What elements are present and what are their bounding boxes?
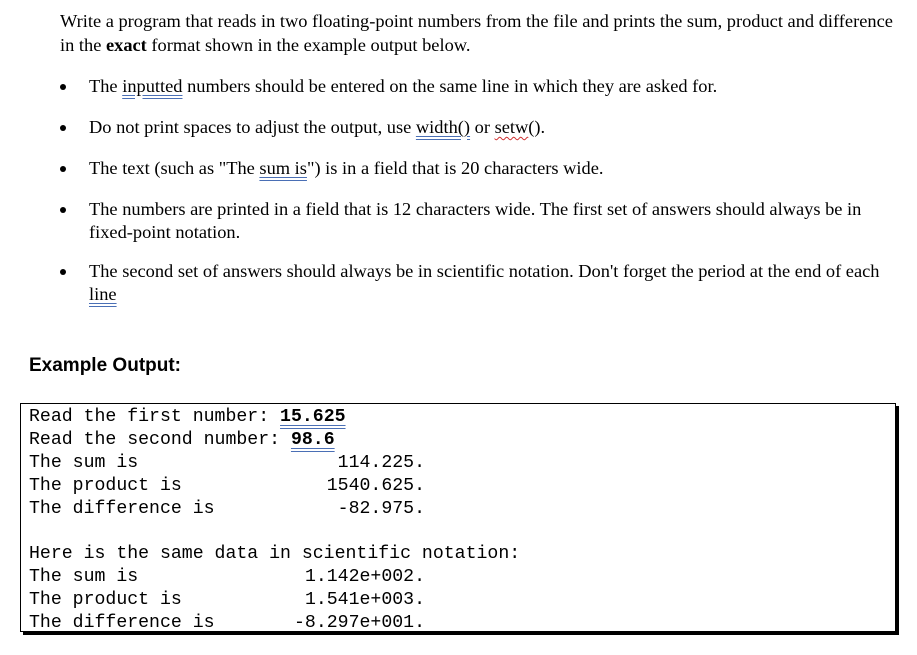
scientific-heading: Here is the same data in scientific notation: — [29, 544, 521, 564]
bullet-text: The second set of answers should always be in scientific notation. Don't forget the period at the end of each — [89, 261, 880, 281]
prompt-line-first — [29, 406, 346, 429]
bullet-text: The — [89, 76, 123, 96]
bullet-text: (). — [528, 117, 546, 137]
bullet-text: The text (such as "The — [89, 158, 260, 178]
bullet-text: ") is in a field that is 20 characters wide. — [306, 158, 604, 178]
output-label: The difference is — [29, 499, 215, 519]
prompt-line-second — [29, 429, 335, 452]
output-label: The sum is — [29, 453, 139, 473]
example-output-heading: Example Output: — [29, 355, 182, 376]
output-label: The sum is — [29, 567, 139, 587]
user-input-value: 15.625 — [280, 407, 346, 427]
list-item — [89, 75, 895, 98]
example-output-box — [20, 403, 896, 632]
sci-row-difference — [29, 612, 425, 635]
output-value: 1.142e+002. — [304, 567, 425, 587]
bullet-dot-icon — [60, 269, 66, 275]
spelling-marked-word: setw — [494, 117, 529, 137]
grammar-marked-word: width() — [415, 117, 471, 137]
list-item — [89, 260, 895, 306]
prompt-label: Read the second number: — [29, 430, 291, 450]
output-row-sum — [29, 452, 425, 475]
list-item — [89, 198, 895, 244]
bullet-dot-icon — [60, 125, 66, 131]
output-label: The difference is — [29, 613, 215, 633]
list-item — [89, 157, 895, 180]
bullet-text: The numbers are printed in a field that is 12 characters wide. The first set of answers should always be in fixed-point notation. — [89, 199, 862, 242]
output-value: 1540.625. — [326, 476, 425, 496]
output-value: 1.541e+003. — [304, 590, 425, 610]
output-row-difference — [29, 498, 425, 521]
output-label: The product is — [29, 476, 182, 496]
grammar-marked-word: inputted — [122, 76, 183, 96]
list-item — [89, 116, 895, 139]
intro-text-2: format shown in the example output below. — [146, 35, 471, 55]
bullet-dot-icon — [60, 166, 66, 172]
prompt-label: Read the first number: — [29, 407, 281, 427]
output-value: 114.225. — [337, 453, 425, 473]
intro-bold-word: exact — [105, 35, 147, 55]
grammar-marked-word: line — [89, 284, 117, 304]
output-label: The product is — [29, 590, 182, 610]
grammar-marked-word: sum is — [259, 158, 307, 178]
bullet-text: Do not print spaces to adjust the output, use — [89, 117, 416, 137]
bullet-dot-icon — [60, 84, 66, 90]
bullet-text: or — [470, 117, 495, 137]
sci-row-sum — [29, 566, 425, 589]
intro-text-1: Write a program that reads in two floating-point numbers from the file and prints the sum, product and difference in the — [60, 11, 893, 55]
user-input-value: 98.6 — [290, 430, 335, 450]
output-row-product — [29, 475, 425, 498]
bullet-text: numbers should be entered on the same line in which they are asked for. — [182, 76, 718, 96]
output-value: -82.975. — [337, 499, 425, 519]
requirements-list — [0, 0, 917, 320]
sci-row-product — [29, 589, 425, 612]
bullet-dot-icon — [60, 207, 66, 213]
output-value: -8.297e+001. — [294, 613, 425, 633]
